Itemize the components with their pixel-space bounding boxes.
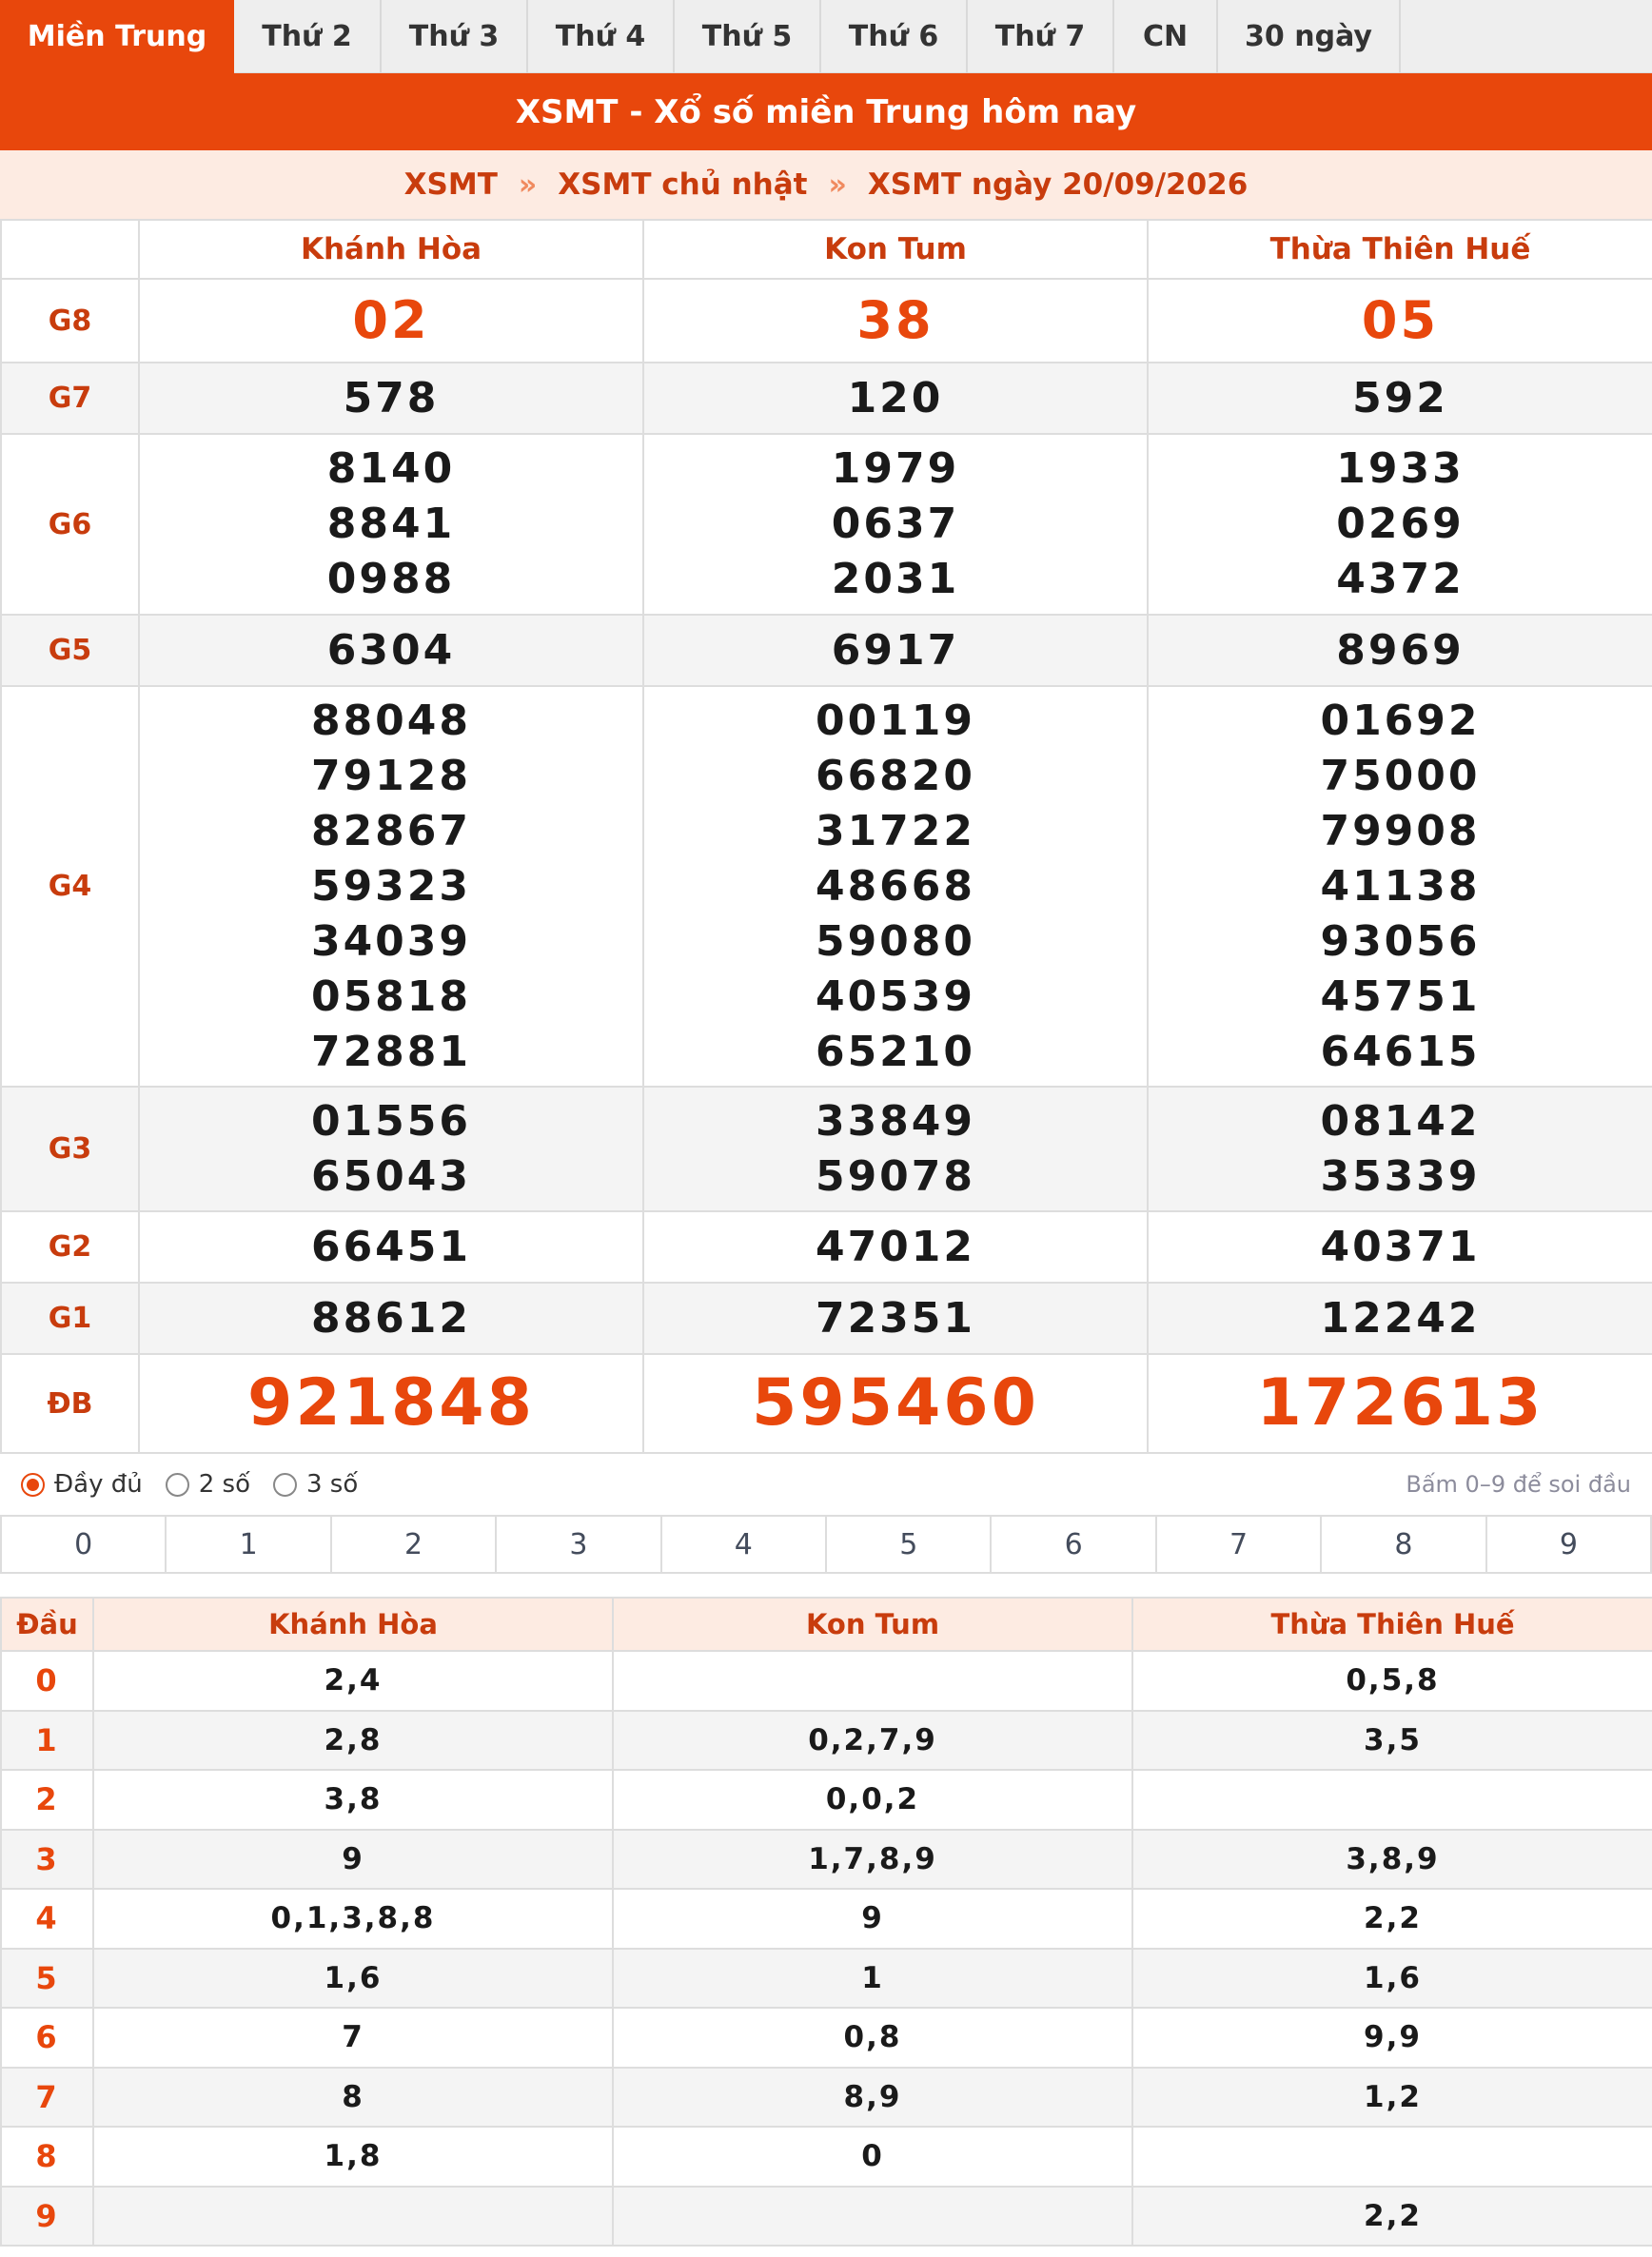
prize-cell xyxy=(643,615,1148,686)
radio-day-du[interactable] xyxy=(21,1470,143,1499)
prize-row xyxy=(1,615,1652,686)
loto-row xyxy=(1,1711,1652,1771)
prize-number: 4372 xyxy=(1336,555,1465,603)
loto-cell: 7 xyxy=(93,2008,613,2068)
tab-thu-2[interactable]: Thứ 2 xyxy=(234,0,382,73)
prize-label: G6 xyxy=(1,434,139,615)
results-header-row xyxy=(1,220,1652,279)
prize-number: 38 xyxy=(856,290,934,350)
digit-button-2[interactable]: 2 xyxy=(332,1517,497,1572)
prize-cell xyxy=(643,1354,1148,1453)
dau-digit: 9 xyxy=(1,2187,93,2247)
loto-cell: 0,1,3,8,8 xyxy=(93,1889,613,1949)
digit-filter-bar xyxy=(0,1515,1652,1574)
prize-cell xyxy=(643,686,1148,1087)
prize-number: 578 xyxy=(343,373,440,422)
prize-number: 59080 xyxy=(815,916,976,966)
prize-number: 82867 xyxy=(310,806,472,855)
prize-number: 88048 xyxy=(310,696,472,745)
prize-cell xyxy=(1148,434,1652,615)
digit-button-0[interactable]: 0 xyxy=(2,1517,167,1572)
prize-cell xyxy=(139,434,643,615)
prize-number: 02 xyxy=(352,290,430,350)
prize-row xyxy=(1,1087,1652,1211)
digit-hint: Bấm 0–9 để soi đầu xyxy=(1406,1471,1631,1498)
loto-cell: 3,5 xyxy=(1132,1711,1652,1771)
radio-label: 2 số xyxy=(198,1470,250,1499)
prize-cell xyxy=(1148,1283,1652,1354)
prize-label: ĐB xyxy=(1,1354,139,1453)
prize-cell xyxy=(643,279,1148,363)
page-title: XSMT - Xổ số miền Trung hôm nay xyxy=(0,73,1652,150)
prize-number: 8140 xyxy=(326,444,456,493)
prize-row xyxy=(1,279,1652,363)
dau-digit: 7 xyxy=(1,2068,93,2128)
radio-label: 3 số xyxy=(305,1470,359,1499)
prize-number: 93056 xyxy=(1320,916,1481,966)
loto-cell: 8,9 xyxy=(613,2068,1132,2128)
prize-cell xyxy=(139,279,643,363)
loto-cell: 8 xyxy=(93,2068,613,2128)
loto-cell: 2,2 xyxy=(1132,1889,1652,1949)
prize-number: 59323 xyxy=(310,861,472,911)
loto-row xyxy=(1,1949,1652,2009)
dau-digit: 2 xyxy=(1,1770,93,1830)
prize-label: G2 xyxy=(1,1211,139,1283)
radio-3-so[interactable] xyxy=(273,1470,358,1499)
prize-number: 921848 xyxy=(247,1365,535,1441)
results-table xyxy=(0,219,1652,1454)
prize-number: 0269 xyxy=(1336,500,1465,548)
loto-cell: 2,4 xyxy=(93,1651,613,1711)
prize-row xyxy=(1,1354,1652,1453)
prize-number: 01556 xyxy=(310,1096,472,1146)
prize-number: 2031 xyxy=(831,555,960,603)
prize-number: 65210 xyxy=(815,1027,976,1076)
prize-cell xyxy=(139,615,643,686)
tab-thu-5[interactable]: Thứ 5 xyxy=(675,0,821,73)
loto-cell: 9,9 xyxy=(1132,2008,1652,2068)
prize-number: 40539 xyxy=(815,971,976,1021)
prize-cell xyxy=(1148,1211,1652,1283)
prize-number: 47012 xyxy=(815,1222,976,1271)
prize-row xyxy=(1,363,1652,434)
prize-cell xyxy=(643,1283,1148,1354)
prize-cell xyxy=(1148,279,1652,363)
loto-cell xyxy=(613,2187,1132,2247)
prize-number: 595460 xyxy=(752,1365,1039,1441)
loto-cell: 1,2 xyxy=(1132,2068,1652,2128)
tab-mien-trung[interactable]: Miền Trung xyxy=(0,0,234,73)
prize-number: 66820 xyxy=(815,751,976,800)
prize-number: 40371 xyxy=(1320,1222,1481,1271)
province-header: Kon Tum xyxy=(613,1598,1132,1651)
loto-cell: 1,7,8,9 xyxy=(613,1830,1132,1890)
dau-header: Đầu xyxy=(1,1598,93,1651)
prize-cell xyxy=(139,363,643,434)
dau-digit: 1 xyxy=(1,1711,93,1771)
loto-cell: 0,0,2 xyxy=(613,1770,1132,1830)
loto-cell: 1,8 xyxy=(93,2127,613,2187)
dau-digit: 0 xyxy=(1,1651,93,1711)
loto-row xyxy=(1,2008,1652,2068)
loto-row xyxy=(1,2068,1652,2128)
loto-cell: 0,5,8 xyxy=(1132,1651,1652,1711)
loto-cell: 1,6 xyxy=(1132,1949,1652,2009)
prize-cell xyxy=(1148,615,1652,686)
loto-header-row xyxy=(1,1598,1652,1651)
loto-cell: 0,8 xyxy=(613,2008,1132,2068)
prize-number: 59078 xyxy=(815,1151,976,1201)
prize-number: 64615 xyxy=(1320,1027,1481,1076)
prize-cell xyxy=(643,1087,1148,1211)
province-header: Kon Tum xyxy=(643,220,1148,279)
prize-number: 0988 xyxy=(326,555,456,603)
prize-cell xyxy=(1148,363,1652,434)
loto-cell: 2,8 xyxy=(93,1711,613,1771)
prize-cell xyxy=(139,686,643,1087)
breadcrumb xyxy=(0,150,1652,219)
prize-cell xyxy=(139,1283,643,1354)
prize-number: 79908 xyxy=(1320,806,1481,855)
prize-number: 66451 xyxy=(310,1222,472,1271)
tab-thu-3[interactable]: Thứ 3 xyxy=(382,0,528,73)
prize-number: 1933 xyxy=(1336,444,1465,493)
prize-label: G3 xyxy=(1,1087,139,1211)
dau-digit: 3 xyxy=(1,1830,93,1890)
prize-cell xyxy=(139,1087,643,1211)
prize-cell xyxy=(1148,686,1652,1087)
loto-cell xyxy=(613,1651,1132,1711)
prize-cell xyxy=(643,363,1148,434)
loto-cell: 3,8,9 xyxy=(1132,1830,1652,1890)
loto-cell xyxy=(93,2187,613,2247)
prize-number: 12242 xyxy=(1320,1293,1481,1343)
prize-number: 6917 xyxy=(831,625,960,675)
prize-number: 6304 xyxy=(326,625,456,675)
loto-cell: 9 xyxy=(613,1889,1132,1949)
prize-number: 48668 xyxy=(815,861,976,911)
region-tabs xyxy=(0,0,1652,73)
tab-30-ngay[interactable]: 30 ngày xyxy=(1218,0,1401,73)
prize-number: 172613 xyxy=(1256,1365,1544,1441)
prize-number: 00119 xyxy=(815,696,976,745)
loto-row xyxy=(1,2127,1652,2187)
loto-table xyxy=(0,1597,1652,2247)
prize-number: 72351 xyxy=(815,1293,976,1343)
loto-cell: 0 xyxy=(613,2127,1132,2187)
prize-number: 05818 xyxy=(310,971,472,1021)
digit-button-8[interactable]: 8 xyxy=(1322,1517,1486,1572)
loto-row xyxy=(1,1770,1652,1830)
loto-cell xyxy=(1132,1770,1652,1830)
prize-number: 592 xyxy=(1352,373,1448,422)
prize-number: 08142 xyxy=(1320,1096,1481,1146)
prize-number: 79128 xyxy=(310,751,472,800)
loto-row xyxy=(1,1889,1652,1949)
prize-number: 01692 xyxy=(1320,696,1481,745)
prize-number: 45751 xyxy=(1320,971,1481,1021)
province-header: Khánh Hòa xyxy=(139,220,643,279)
province-header: Thừa Thiên Huế xyxy=(1148,220,1652,279)
dau-digit: 4 xyxy=(1,1889,93,1949)
dau-digit: 5 xyxy=(1,1949,93,2009)
prize-cell xyxy=(1148,1087,1652,1211)
province-header: Thừa Thiên Huế xyxy=(1132,1598,1652,1651)
breadcrumb-current-date[interactable]: XSMT ngày 20/09/2026 xyxy=(867,167,1249,202)
tab-thu-7[interactable]: Thứ 7 xyxy=(968,0,1114,73)
radio-label: Đầy đủ xyxy=(54,1470,143,1499)
digit-button-9[interactable]: 9 xyxy=(1559,1527,1578,1561)
prize-number: 8841 xyxy=(326,500,456,548)
radio-unchecked-icon xyxy=(166,1473,189,1497)
digit-button-3[interactable]: 3 xyxy=(497,1517,661,1572)
prize-number: 31722 xyxy=(815,806,976,855)
prize-number: 75000 xyxy=(1320,751,1481,800)
radio-unchecked-icon xyxy=(273,1473,297,1497)
dau-digit: 8 xyxy=(1,2127,93,2187)
prize-label: G4 xyxy=(1,686,139,1087)
loto-row xyxy=(1,1651,1652,1711)
prize-cell xyxy=(643,1211,1148,1283)
prize-number: 34039 xyxy=(310,916,472,966)
radio-2-so[interactable] xyxy=(166,1470,250,1499)
prize-number: 72881 xyxy=(310,1027,472,1076)
tab-thu-4[interactable]: Thứ 4 xyxy=(528,0,675,73)
prize-number: 8969 xyxy=(1336,625,1465,675)
loto-cell: 9 xyxy=(93,1830,613,1890)
breadcrumb-separator: » xyxy=(828,167,847,202)
prize-cell xyxy=(139,1354,643,1453)
loto-cell: 3,8 xyxy=(93,1770,613,1830)
prize-number: 65043 xyxy=(310,1151,472,1201)
display-options xyxy=(0,1454,1652,1515)
prize-number: 88612 xyxy=(310,1293,472,1343)
prize-label: G5 xyxy=(1,615,139,686)
tab-cn[interactable]: CN xyxy=(1114,0,1218,73)
prize-row xyxy=(1,1211,1652,1283)
prize-number: 05 xyxy=(1361,290,1440,350)
digit-button-1[interactable]: 1 xyxy=(167,1517,331,1572)
prize-number: 33849 xyxy=(815,1096,976,1146)
tab-thu-6[interactable]: Thứ 6 xyxy=(821,0,968,73)
prize-row xyxy=(1,434,1652,615)
prize-row xyxy=(1,686,1652,1087)
loto-row xyxy=(1,1830,1652,1890)
digit-button-5[interactable]: 5 xyxy=(827,1517,992,1572)
digit-button-4[interactable]: 4 xyxy=(662,1517,827,1572)
breadcrumb-xsmt-chu-nhat[interactable]: XSMT chủ nhật xyxy=(558,167,808,202)
loto-cell: 1,6 xyxy=(93,1949,613,2009)
prize-cell xyxy=(643,434,1148,615)
breadcrumb-separator: » xyxy=(518,167,538,202)
digit-button-6[interactable]: 6 xyxy=(992,1517,1156,1572)
loto-cell: 1 xyxy=(613,1949,1132,2009)
loto-cell: 0,2,7,9 xyxy=(613,1711,1132,1771)
prize-number: 120 xyxy=(847,373,944,422)
radio-checked-icon xyxy=(21,1473,45,1497)
prize-number: 41138 xyxy=(1320,861,1481,911)
dau-digit: 6 xyxy=(1,2008,93,2068)
prize-label: G8 xyxy=(1,279,139,363)
prize-number: 1979 xyxy=(831,444,960,493)
loto-cell: 2,2 xyxy=(1132,2187,1652,2247)
prize-cell xyxy=(1148,1354,1652,1453)
prize-col-header xyxy=(1,220,139,279)
prize-cell xyxy=(139,1211,643,1283)
prize-label: G1 xyxy=(1,1283,139,1354)
prize-label: G7 xyxy=(1,363,139,434)
province-header: Khánh Hòa xyxy=(93,1598,613,1651)
prize-number: 35339 xyxy=(1320,1151,1481,1201)
prize-row xyxy=(1,1283,1652,1354)
digit-button-7[interactable]: 7 xyxy=(1157,1517,1322,1572)
loto-row xyxy=(1,2187,1652,2247)
prize-number: 0637 xyxy=(831,500,960,548)
loto-cell xyxy=(1132,2127,1652,2187)
breadcrumb-xsmt[interactable]: XSMT xyxy=(403,167,498,202)
